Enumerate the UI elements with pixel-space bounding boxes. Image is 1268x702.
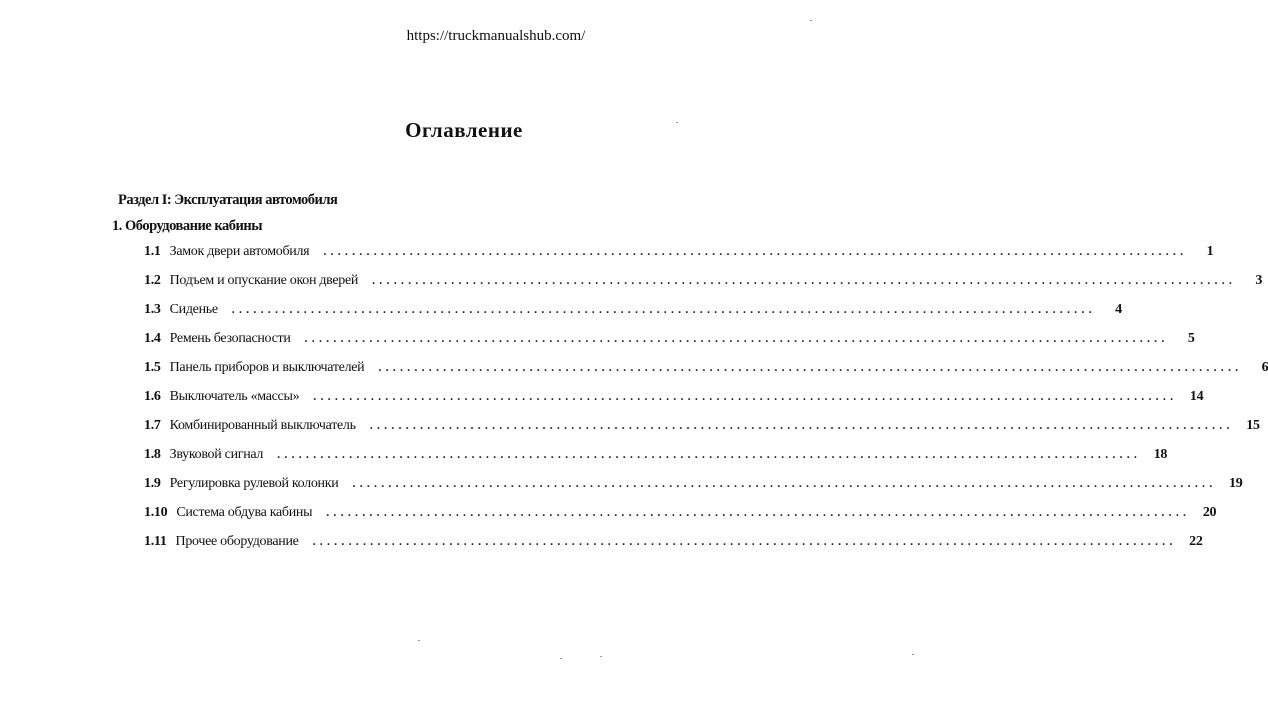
dot-leader: ........................................................................................................................ [378, 360, 1243, 374]
toc-entry [144, 476, 1243, 498]
toc-entry [144, 534, 1203, 556]
toc-entry-number: 1.3 [144, 302, 161, 317]
dot-leader: ........................................................................................................................ [312, 534, 1177, 548]
toc-entry [144, 389, 1204, 411]
toc-entry-number: 1.5 [144, 360, 161, 375]
scan-speck [676, 122, 678, 123]
section-heading: Раздел I: Эксплуатация автомобиля [118, 192, 338, 208]
toc-entry [144, 505, 1217, 527]
toc-entry-label: Подъем и опускание окон дверей [169, 273, 359, 288]
toc-entry-page: 14 [1189, 389, 1204, 404]
dot-leader: ........................................................................................................................ [372, 273, 1237, 287]
toc-entry-page: 3 [1255, 273, 1263, 288]
toc-entry-page: 22 [1189, 534, 1203, 549]
toc-entry-page: 20 [1202, 505, 1217, 520]
toc-entry-number: 1.10 [144, 505, 168, 520]
toc-entry-number: 1.1 [144, 244, 161, 259]
toc-entry [144, 447, 1168, 469]
toc-entry-label: Прочее оборудование [175, 534, 299, 549]
toc-entry-label: Регулировка рулевой колонки [169, 476, 339, 491]
toc-entry [144, 360, 1268, 382]
dot-leader: ........................................................................................................................ [369, 418, 1234, 432]
dot-leader: ........................................................................................................................ [352, 476, 1217, 490]
toc-entry-number: 1.7 [144, 418, 161, 433]
scan-speck [560, 658, 562, 659]
toc-entry-label: Ремень безопасности [169, 331, 291, 346]
toc-entry [144, 331, 1195, 353]
toc-entry-number: 1.8 [144, 447, 161, 462]
scan-speck [418, 640, 420, 641]
toc-entry-number: 1.11 [144, 534, 167, 549]
dot-leader: ........................................................................................................................ [323, 244, 1188, 258]
toc-entry [144, 418, 1260, 440]
toc-entry-number: 1.9 [144, 476, 161, 491]
toc-entry [144, 273, 1263, 295]
toc-entry-page: 15 [1246, 418, 1260, 433]
toc-entry-number: 1.6 [144, 389, 161, 404]
chapter-heading: 1. Оборудование кабины [112, 218, 263, 234]
toc-entry-label: Комбинированный выключатель [169, 418, 356, 433]
toc-entry-label: Система обдува кабины [176, 505, 313, 520]
toc-entry-label: Сиденье [169, 302, 218, 317]
page-title: Оглавление [405, 118, 523, 142]
toc-entry-number: 1.2 [144, 273, 161, 288]
source-url: https://truckmanualshub.com/ [406, 28, 586, 44]
toc-entry-page: 4 [1115, 302, 1122, 317]
dot-leader: ........................................................................................................................ [313, 389, 1178, 403]
toc-entry-label: Панель приборов и выключателей [169, 360, 365, 375]
toc-entry [144, 244, 1214, 266]
toc-entry-page: 6 [1261, 360, 1268, 375]
dot-leader: ........................................................................................................................ [277, 447, 1142, 461]
toc-entry-page: 18 [1153, 447, 1168, 462]
scan-speck [600, 656, 602, 657]
toc-entry [144, 302, 1122, 324]
scan-speck [810, 20, 812, 21]
toc-entry-page: 1 [1206, 244, 1214, 259]
scan-speck [912, 654, 914, 655]
toc-entry-page: 19 [1229, 476, 1243, 491]
dot-leader: ........................................................................................................................ [231, 302, 1096, 316]
dot-leader: ........................................................................................................................ [304, 331, 1169, 345]
toc-entry-number: 1.4 [144, 331, 161, 346]
toc-entry-label: Выключатель «массы» [169, 389, 300, 404]
toc-entry-label: Звуковой сигнал [169, 447, 264, 462]
toc-entry-label: Замок двери автомобиля [169, 244, 310, 259]
dot-leader: ........................................................................................................................ [326, 505, 1191, 519]
toc-entry-page: 5 [1187, 331, 1195, 346]
